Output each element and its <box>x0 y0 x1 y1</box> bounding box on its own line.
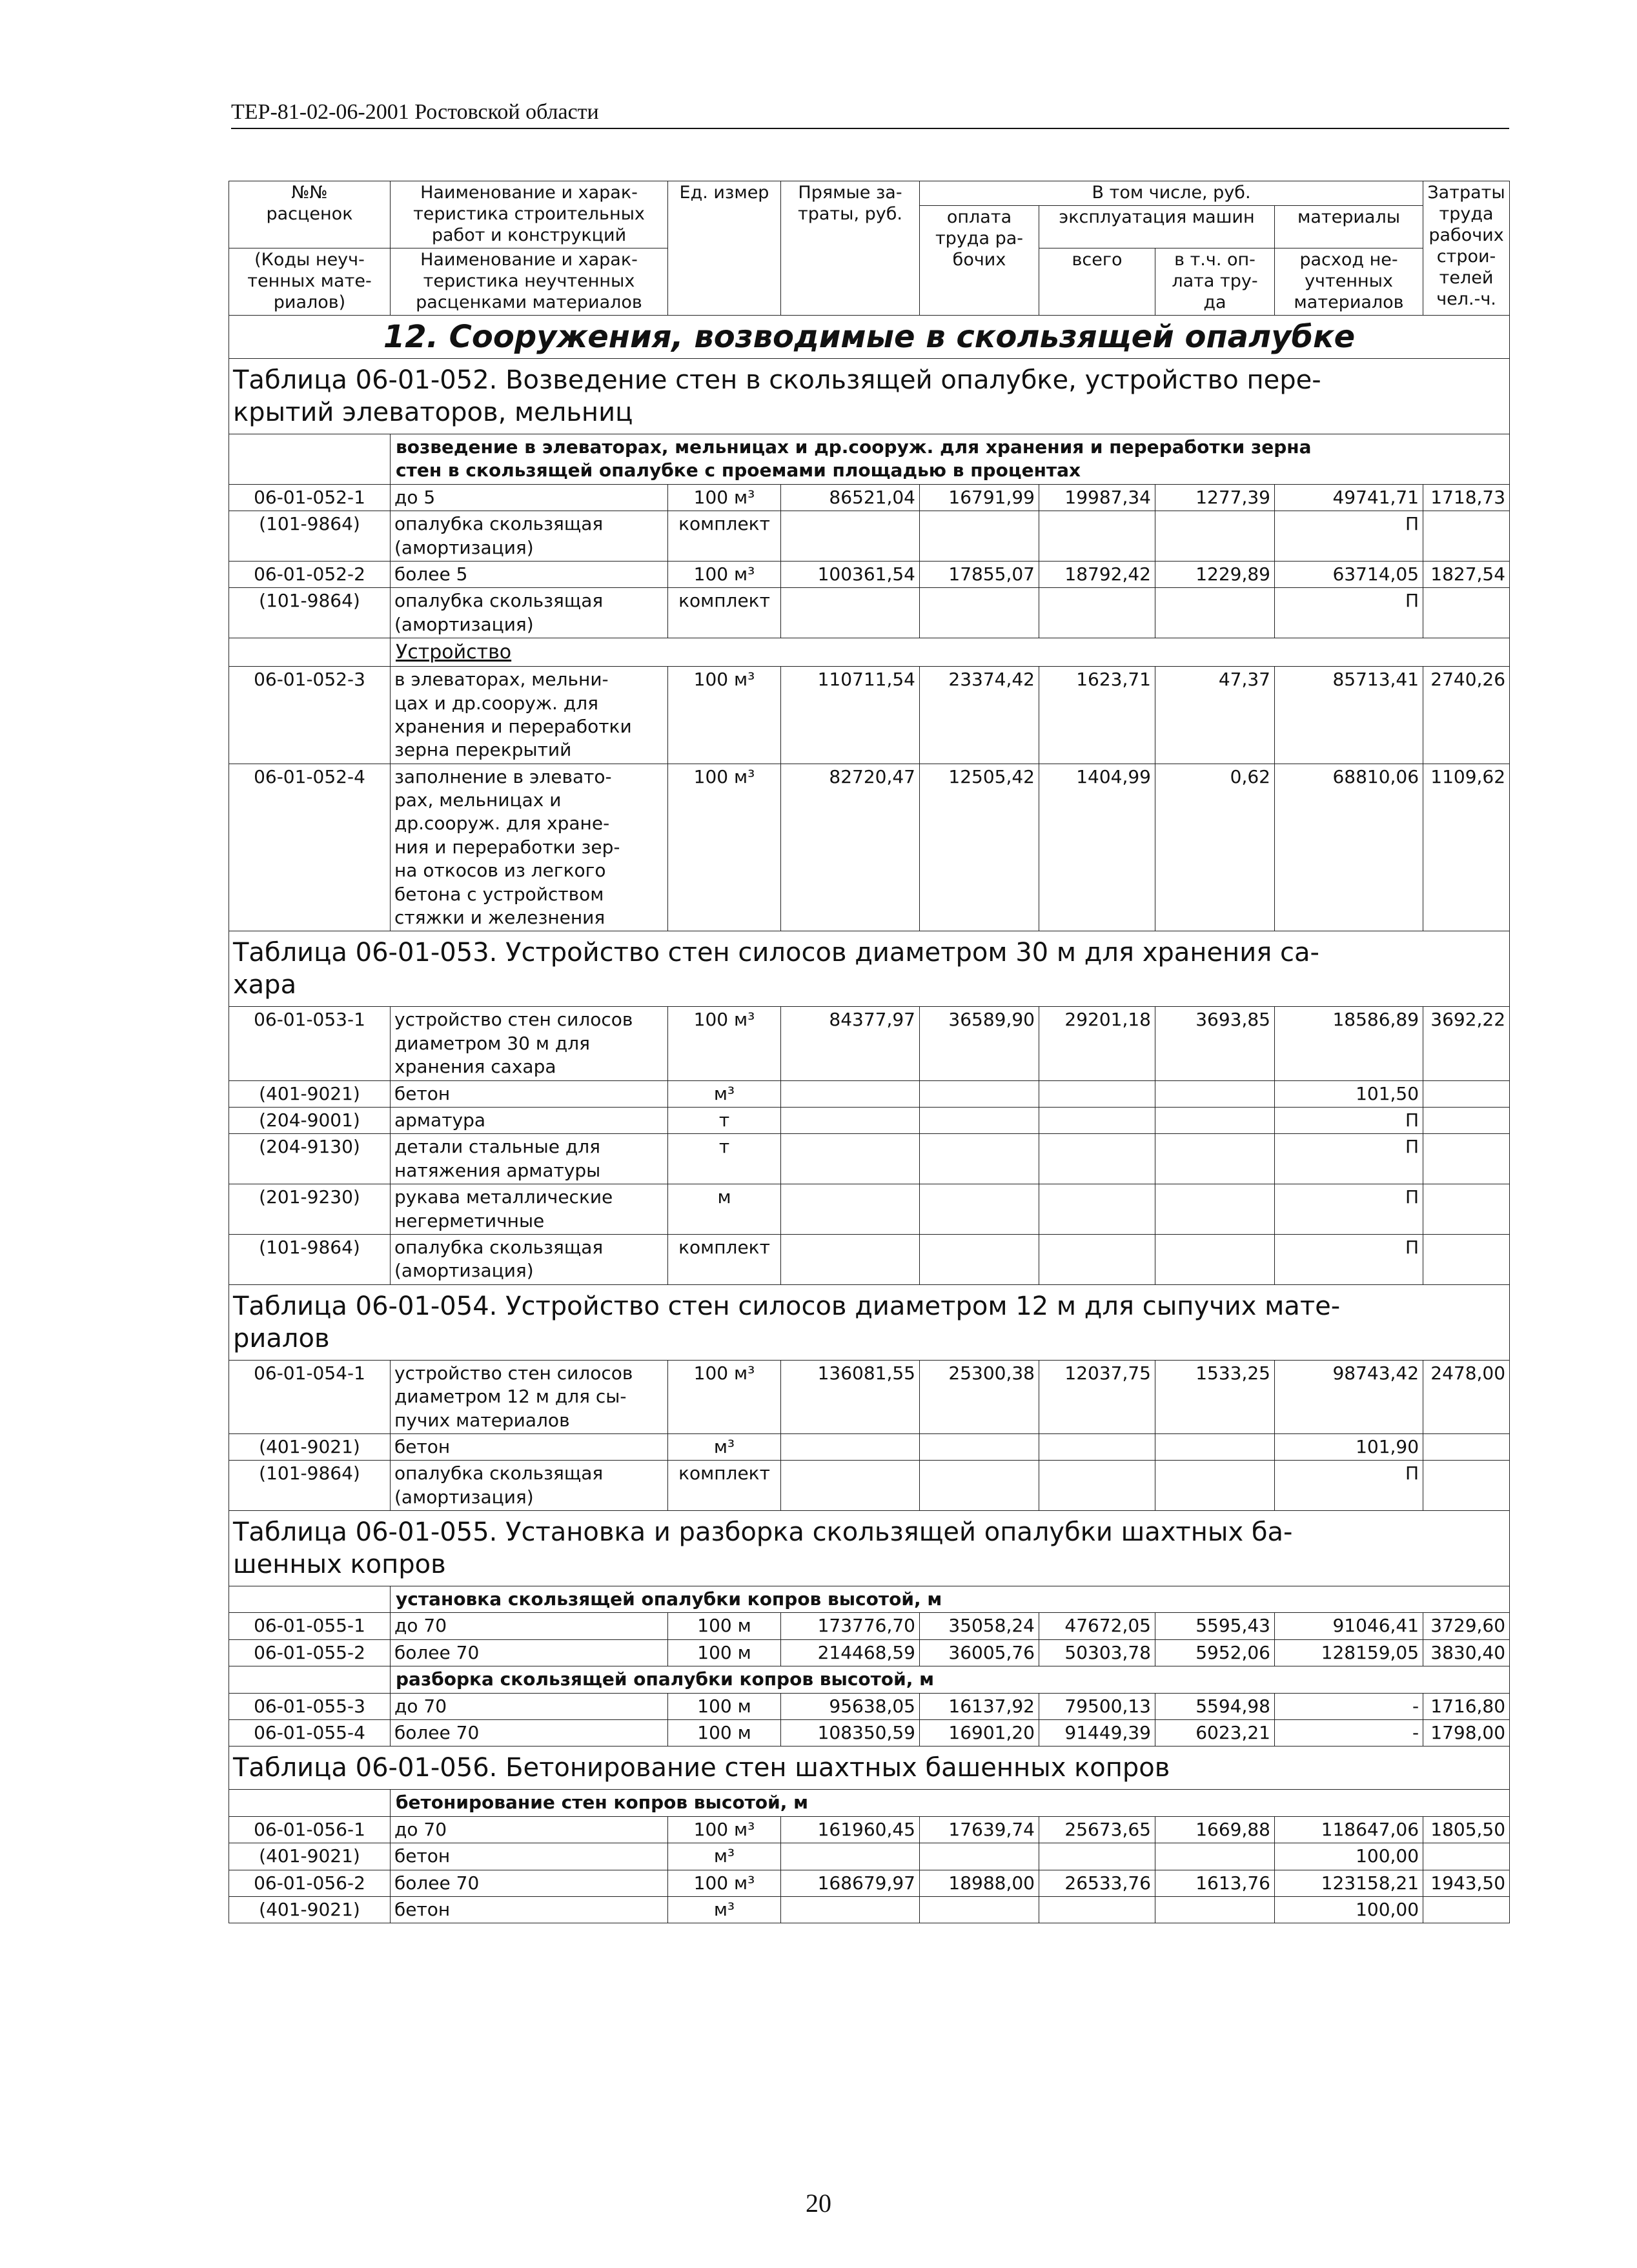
table-title-052-row <box>229 359 1510 434</box>
materials-cell: 18586,89 <box>1275 1007 1423 1080</box>
table-title-053: Таблица 06-01-053. Устройство стен силосов диаметром 30 м для хранения са- хара <box>229 931 1510 1007</box>
empty-cell <box>229 1790 391 1816</box>
machines-cell: 12037,75 <box>1039 1360 1155 1433</box>
direct-cost-cell <box>781 1080 920 1107</box>
name-cell: более 5 <box>391 561 668 587</box>
materials-cell: П <box>1275 511 1423 562</box>
page-number: 20 <box>806 2189 831 2218</box>
name-cell: до 5 <box>391 484 668 511</box>
direct-cost-cell: 173776,70 <box>781 1613 920 1639</box>
unit-cell: комплект <box>668 588 781 638</box>
name-cell: более 70 <box>391 1639 668 1666</box>
name-cell: более 70 <box>391 1720 668 1747</box>
wages-cell <box>920 1461 1039 1511</box>
col-name-header: Наименование и харак- теристика строительных работ и конструкций <box>391 181 668 248</box>
table-row <box>229 764 1510 931</box>
unit-cell: т <box>668 1108 781 1134</box>
machines-wages-cell <box>1155 1108 1275 1134</box>
subhead-055-dismantle-row <box>229 1666 1510 1693</box>
machines-cell: 18792,42 <box>1039 561 1155 587</box>
wages-cell: 16791,99 <box>920 484 1039 511</box>
machines-cell <box>1039 1461 1155 1511</box>
name-cell: опалубка скользящая (амортизация) <box>391 511 668 562</box>
table-row <box>229 1007 1510 1080</box>
header-rule <box>231 128 1509 129</box>
direct-cost-cell <box>781 1461 920 1511</box>
wages-cell: 36589,90 <box>920 1007 1039 1080</box>
wages-cell <box>920 511 1039 562</box>
machines-wages-cell <box>1155 1433 1275 1460</box>
code-cell: 06-01-056-2 <box>229 1870 391 1896</box>
machines-wages-cell: 47,37 <box>1155 667 1275 764</box>
code-cell: 06-01-055-2 <box>229 1639 391 1666</box>
machines-wages-cell: 3693,85 <box>1155 1007 1275 1080</box>
unit-cell: комплект <box>668 1461 781 1511</box>
subhead-056: бетонирование стен копров высотой, м <box>391 1790 1510 1816</box>
labor-cell <box>1423 588 1510 638</box>
name-cell: устройство стен силосов диаметром 12 м для сы- пучих материалов <box>391 1360 668 1433</box>
table-body <box>229 315 1510 1923</box>
table-row <box>229 484 1510 511</box>
direct-cost-cell <box>781 1184 920 1235</box>
machines-cell: 79500,13 <box>1039 1693 1155 1719</box>
materials-cell: П <box>1275 1108 1423 1134</box>
wages-cell: 18988,00 <box>920 1870 1039 1896</box>
unit-cell: комплект <box>668 511 781 562</box>
unit-cell: комплект <box>668 1234 781 1284</box>
table-row <box>229 561 1510 587</box>
materials-cell: - <box>1275 1720 1423 1747</box>
machines-wages-cell: 1669,88 <box>1155 1816 1275 1843</box>
direct-cost-cell <box>781 511 920 562</box>
unit-cell: 100 м³ <box>668 561 781 587</box>
labor-cell: 1109,62 <box>1423 764 1510 931</box>
table-row <box>229 1843 1510 1870</box>
table-title-055: Таблица 06-01-055. Установка и разборка скользящей опалубки шахтных ба- шенных копров <box>229 1511 1510 1586</box>
labor-cell: 3692,22 <box>1423 1007 1510 1080</box>
wages-cell <box>920 1843 1039 1870</box>
subhead-055-install-row <box>229 1586 1510 1613</box>
table-row <box>229 1234 1510 1284</box>
machines-wages-cell <box>1155 1080 1275 1107</box>
wages-cell <box>920 1234 1039 1284</box>
machines-cell: 91449,39 <box>1039 1720 1155 1747</box>
code-cell: 06-01-055-1 <box>229 1613 391 1639</box>
direct-cost-cell <box>781 1433 920 1460</box>
table-row <box>229 1080 1510 1107</box>
wages-cell <box>920 1433 1039 1460</box>
machines-cell: 1404,99 <box>1039 764 1155 931</box>
code-cell: (401-9021) <box>229 1896 391 1923</box>
materials-cell: 101,50 <box>1275 1080 1423 1107</box>
machines-cell <box>1039 588 1155 638</box>
code-cell: 06-01-054-1 <box>229 1360 391 1433</box>
unit-cell: т <box>668 1134 781 1184</box>
unit-cell: 100 м³ <box>668 484 781 511</box>
machines-cell <box>1039 1896 1155 1923</box>
wages-cell: 17855,07 <box>920 561 1039 587</box>
materials-cell: П <box>1275 1234 1423 1284</box>
labor-cell: 1718,73 <box>1423 484 1510 511</box>
col-machines-wages-header: в т.ч. оп- лата тру- да <box>1155 248 1275 315</box>
machines-cell: 1623,71 <box>1039 667 1155 764</box>
table-row <box>229 1461 1510 1511</box>
machines-wages-cell: 0,62 <box>1155 764 1275 931</box>
code-cell: 06-01-053-1 <box>229 1007 391 1080</box>
labor-cell <box>1423 511 1510 562</box>
col-wages-header: оплата труда ра- бочих <box>920 205 1039 315</box>
name-cell: в элеваторах, мельни- цах и др.сооруж. для хранения и переработки зерна перекрытий <box>391 667 668 764</box>
machines-wages-cell <box>1155 1896 1275 1923</box>
machines-wages-cell <box>1155 1184 1275 1235</box>
wages-cell: 35058,24 <box>920 1613 1039 1639</box>
machines-wages-cell: 1229,89 <box>1155 561 1275 587</box>
materials-cell: 100,00 <box>1275 1843 1423 1870</box>
name-cell: рукава металлические негерметичные <box>391 1184 668 1235</box>
materials-cell: - <box>1275 1693 1423 1719</box>
name-cell: детали стальные для натяжения арматуры <box>391 1134 668 1184</box>
direct-cost-cell: 110711,54 <box>781 667 920 764</box>
unit-cell: 100 м <box>668 1613 781 1639</box>
empty-cell <box>229 638 391 667</box>
machines-cell: 50303,78 <box>1039 1639 1155 1666</box>
name-cell: бетон <box>391 1080 668 1107</box>
unit-cell: м³ <box>668 1080 781 1107</box>
empty-cell <box>229 434 391 485</box>
labor-cell: 2740,26 <box>1423 667 1510 764</box>
col-name-subheader: Наименование и харак- теристика неучтенных расценками материалов <box>391 248 668 315</box>
wages-cell <box>920 1896 1039 1923</box>
table-row <box>229 1613 1510 1639</box>
name-cell: заполнение в элевато- рах, мельницах и др.сооруж. для хране- ния и переработки зер- на откосов из легкого бетона с устройством стяжки и железнения <box>391 764 668 931</box>
wages-cell: 17639,74 <box>920 1816 1039 1843</box>
machines-wages-cell <box>1155 511 1275 562</box>
machines-wages-cell <box>1155 1234 1275 1284</box>
code-cell: (204-9001) <box>229 1108 391 1134</box>
section-title-row <box>229 315 1510 358</box>
unit-cell: м³ <box>668 1843 781 1870</box>
labor-cell <box>1423 1234 1510 1284</box>
code-cell: (101-9864) <box>229 1234 391 1284</box>
subhead-056-row <box>229 1790 1510 1816</box>
machines-cell: 47672,05 <box>1039 1613 1155 1639</box>
labor-cell: 1805,50 <box>1423 1816 1510 1843</box>
machines-cell <box>1039 1184 1155 1235</box>
machines-cell: 26533,76 <box>1039 1870 1155 1896</box>
unit-cell: 100 м³ <box>668 1816 781 1843</box>
direct-cost-cell <box>781 1896 920 1923</box>
table-row <box>229 1896 1510 1923</box>
materials-cell: 68810,06 <box>1275 764 1423 931</box>
unit-cell: м³ <box>668 1896 781 1923</box>
subhead-055-install: установка скользящей опалубки копров высотой, м <box>391 1586 1510 1613</box>
machines-cell <box>1039 1234 1155 1284</box>
table-row <box>229 1184 1510 1235</box>
direct-cost-cell: 168679,97 <box>781 1870 920 1896</box>
direct-cost-cell: 84377,97 <box>781 1007 920 1080</box>
wages-cell <box>920 1108 1039 1134</box>
col-machines-header: эксплуатация машин <box>1039 205 1275 248</box>
code-cell: 06-01-052-1 <box>229 484 391 511</box>
wages-cell <box>920 1134 1039 1184</box>
table-header <box>229 181 1510 316</box>
labor-cell: 1943,50 <box>1423 1870 1510 1896</box>
labor-cell <box>1423 1080 1510 1107</box>
empty-cell <box>229 1586 391 1613</box>
machines-wages-cell: 1533,25 <box>1155 1360 1275 1433</box>
machines-cell: 29201,18 <box>1039 1007 1155 1080</box>
materials-cell: 123158,21 <box>1275 1870 1423 1896</box>
name-cell: более 70 <box>391 1870 668 1896</box>
table-row <box>229 588 1510 638</box>
labor-cell: 3729,60 <box>1423 1613 1510 1639</box>
wages-cell: 36005,76 <box>920 1639 1039 1666</box>
machines-cell <box>1039 511 1155 562</box>
materials-cell: 128159,05 <box>1275 1639 1423 1666</box>
direct-cost-cell <box>781 1134 920 1184</box>
unit-cell: 100 м³ <box>668 1360 781 1433</box>
table-title-052: Таблица 06-01-052. Возведение стен в скользящей опалубке, устройство пере- крытий элеваторов, мельниц <box>229 359 1510 434</box>
table-row <box>229 511 1510 562</box>
labor-cell <box>1423 1843 1510 1870</box>
code-cell: (401-9021) <box>229 1080 391 1107</box>
table-title-053-row <box>229 931 1510 1007</box>
name-cell: бетон <box>391 1433 668 1460</box>
direct-cost-cell: 136081,55 <box>781 1360 920 1433</box>
code-cell: 06-01-055-3 <box>229 1693 391 1719</box>
table-title-054: Таблица 06-01-054. Устройство стен силосов диаметром 12 м для сыпучих мате- риалов <box>229 1284 1510 1360</box>
machines-wages-cell: 5595,43 <box>1155 1613 1275 1639</box>
price-table <box>229 181 1510 1923</box>
col-materials-header: материалы <box>1275 205 1423 248</box>
unit-cell: м <box>668 1184 781 1235</box>
unit-cell: 100 м³ <box>668 1870 781 1896</box>
labor-cell: 1798,00 <box>1423 1720 1510 1747</box>
name-cell: арматура <box>391 1108 668 1134</box>
machines-wages-cell <box>1155 1843 1275 1870</box>
section-title: 12. Сооружения, возводимые в скользящей опалубке <box>229 315 1510 358</box>
labor-cell <box>1423 1433 1510 1460</box>
materials-cell: 101,90 <box>1275 1433 1423 1460</box>
col-machines-total-header: всего <box>1039 248 1155 315</box>
materials-cell: 91046,41 <box>1275 1613 1423 1639</box>
machines-wages-cell: 5952,06 <box>1155 1639 1275 1666</box>
labor-cell <box>1423 1134 1510 1184</box>
direct-cost-cell: 161960,45 <box>781 1816 920 1843</box>
subhead-052-row <box>229 434 1510 485</box>
code-cell: (201-9230) <box>229 1184 391 1235</box>
code-cell: (204-9130) <box>229 1134 391 1184</box>
subhead-052-device-row <box>229 638 1510 667</box>
machines-cell <box>1039 1080 1155 1107</box>
name-cell: до 70 <box>391 1816 668 1843</box>
table-row <box>229 1360 1510 1433</box>
name-cell: опалубка скользящая (амортизация) <box>391 1461 668 1511</box>
code-cell: (401-9021) <box>229 1433 391 1460</box>
col-direct-header: Прямые за- траты, руб. <box>781 181 920 316</box>
materials-cell: 98743,42 <box>1275 1360 1423 1433</box>
code-cell: 06-01-056-1 <box>229 1816 391 1843</box>
wages-cell: 16137,92 <box>920 1693 1039 1719</box>
labor-cell <box>1423 1896 1510 1923</box>
table-row <box>229 1870 1510 1896</box>
col-labor-header: Затраты труда рабочих строи- телей чел.-ч. <box>1423 181 1510 316</box>
direct-cost-cell <box>781 1843 920 1870</box>
labor-cell <box>1423 1108 1510 1134</box>
price-table-container <box>229 181 1509 1923</box>
machines-wages-cell: 1613,76 <box>1155 1870 1275 1896</box>
labor-cell <box>1423 1184 1510 1235</box>
subhead-052: возведение в элеваторах, мельницах и др.сооруж. для хранения и переработки зерна стен в скользящей опалубке с проемами площадью в процентах <box>391 434 1510 485</box>
col-code-header: №№ расценок <box>229 181 391 248</box>
direct-cost-cell <box>781 1234 920 1284</box>
materials-cell: 100,00 <box>1275 1896 1423 1923</box>
labor-cell: 1716,80 <box>1423 1693 1510 1719</box>
unit-cell: 100 м <box>668 1693 781 1719</box>
name-cell: опалубка скользящая (амортизация) <box>391 1234 668 1284</box>
unit-cell: 100 м <box>668 1639 781 1666</box>
code-cell: 06-01-055-4 <box>229 1720 391 1747</box>
unit-cell: 100 м³ <box>668 764 781 931</box>
col-including-header: В том числе, руб. <box>920 181 1423 206</box>
wages-cell: 16901,20 <box>920 1720 1039 1747</box>
unit-cell: м³ <box>668 1433 781 1460</box>
machines-wages-cell: 1277,39 <box>1155 484 1275 511</box>
code-cell: (101-9864) <box>229 511 391 562</box>
code-cell: 06-01-052-2 <box>229 561 391 587</box>
name-cell: до 70 <box>391 1693 668 1719</box>
table-row <box>229 1816 1510 1843</box>
subhead-052-device: Устройство <box>391 638 1510 667</box>
table-row <box>229 1108 1510 1134</box>
code-cell: (101-9864) <box>229 588 391 638</box>
table-title-055-row <box>229 1511 1510 1586</box>
col-code-subheader: (Коды неуч- тенных мате- риалов) <box>229 248 391 315</box>
document-header: ТЕР-81-02-06-2001 Ростовской области <box>231 100 599 124</box>
code-cell: 06-01-052-4 <box>229 764 391 931</box>
name-cell: опалубка скользящая (амортизация) <box>391 588 668 638</box>
materials-cell: 118647,06 <box>1275 1816 1423 1843</box>
unit-cell: 100 м <box>668 1720 781 1747</box>
machines-cell: 25673,65 <box>1039 1816 1155 1843</box>
code-cell: (101-9864) <box>229 1461 391 1511</box>
table-title-054-row <box>229 1284 1510 1360</box>
machines-cell <box>1039 1134 1155 1184</box>
col-materials-subheader: расход не- учтенных материалов <box>1275 248 1423 315</box>
code-cell: (401-9021) <box>229 1843 391 1870</box>
machines-wages-cell: 6023,21 <box>1155 1720 1275 1747</box>
machines-wages-cell: 5594,98 <box>1155 1693 1275 1719</box>
labor-cell: 3830,40 <box>1423 1639 1510 1666</box>
materials-cell: 85713,41 <box>1275 667 1423 764</box>
col-unit-header: Ед. измер <box>668 181 781 316</box>
name-cell: бетон <box>391 1843 668 1870</box>
machines-cell <box>1039 1433 1155 1460</box>
direct-cost-cell: 95638,05 <box>781 1693 920 1719</box>
name-cell: устройство стен силосов диаметром 30 м для хранения сахара <box>391 1007 668 1080</box>
direct-cost-cell: 214468,59 <box>781 1639 920 1666</box>
subhead-055-dismantle: разборка скользящей опалубки копров высотой, м <box>391 1666 1510 1693</box>
table-row <box>229 1433 1510 1460</box>
table-row <box>229 667 1510 764</box>
materials-cell: 63714,05 <box>1275 561 1423 587</box>
table-row <box>229 1639 1510 1666</box>
machines-wages-cell <box>1155 1134 1275 1184</box>
wages-cell <box>920 1184 1039 1235</box>
wages-cell <box>920 588 1039 638</box>
name-cell: бетон <box>391 1896 668 1923</box>
labor-cell: 2478,00 <box>1423 1360 1510 1433</box>
name-cell: до 70 <box>391 1613 668 1639</box>
materials-cell: П <box>1275 1461 1423 1511</box>
table-row <box>229 1720 1510 1747</box>
code-cell: 06-01-052-3 <box>229 667 391 764</box>
direct-cost-cell <box>781 588 920 638</box>
empty-cell <box>229 1666 391 1693</box>
table-title-056: Таблица 06-01-056. Бетонирование стен шахтных башенных копров <box>229 1747 1510 1790</box>
materials-cell: П <box>1275 1134 1423 1184</box>
machines-cell <box>1039 1108 1155 1134</box>
direct-cost-cell: 108350,59 <box>781 1720 920 1747</box>
unit-cell: 100 м³ <box>668 667 781 764</box>
materials-cell: П <box>1275 1184 1423 1235</box>
direct-cost-cell: 82720,47 <box>781 764 920 931</box>
wages-cell: 23374,42 <box>920 667 1039 764</box>
labor-cell <box>1423 1461 1510 1511</box>
direct-cost-cell: 100361,54 <box>781 561 920 587</box>
unit-cell: 100 м³ <box>668 1007 781 1080</box>
table-row <box>229 1693 1510 1719</box>
table-title-056-row <box>229 1747 1510 1790</box>
materials-cell: П <box>1275 588 1423 638</box>
direct-cost-cell <box>781 1108 920 1134</box>
machines-cell: 19987,34 <box>1039 484 1155 511</box>
labor-cell: 1827,54 <box>1423 561 1510 587</box>
direct-cost-cell: 86521,04 <box>781 484 920 511</box>
wages-cell: 25300,38 <box>920 1360 1039 1433</box>
machines-cell <box>1039 1843 1155 1870</box>
machines-wages-cell <box>1155 588 1275 638</box>
wages-cell <box>920 1080 1039 1107</box>
table-row <box>229 1134 1510 1184</box>
materials-cell: 49741,71 <box>1275 484 1423 511</box>
wages-cell: 12505,42 <box>920 764 1039 931</box>
machines-wages-cell <box>1155 1461 1275 1511</box>
